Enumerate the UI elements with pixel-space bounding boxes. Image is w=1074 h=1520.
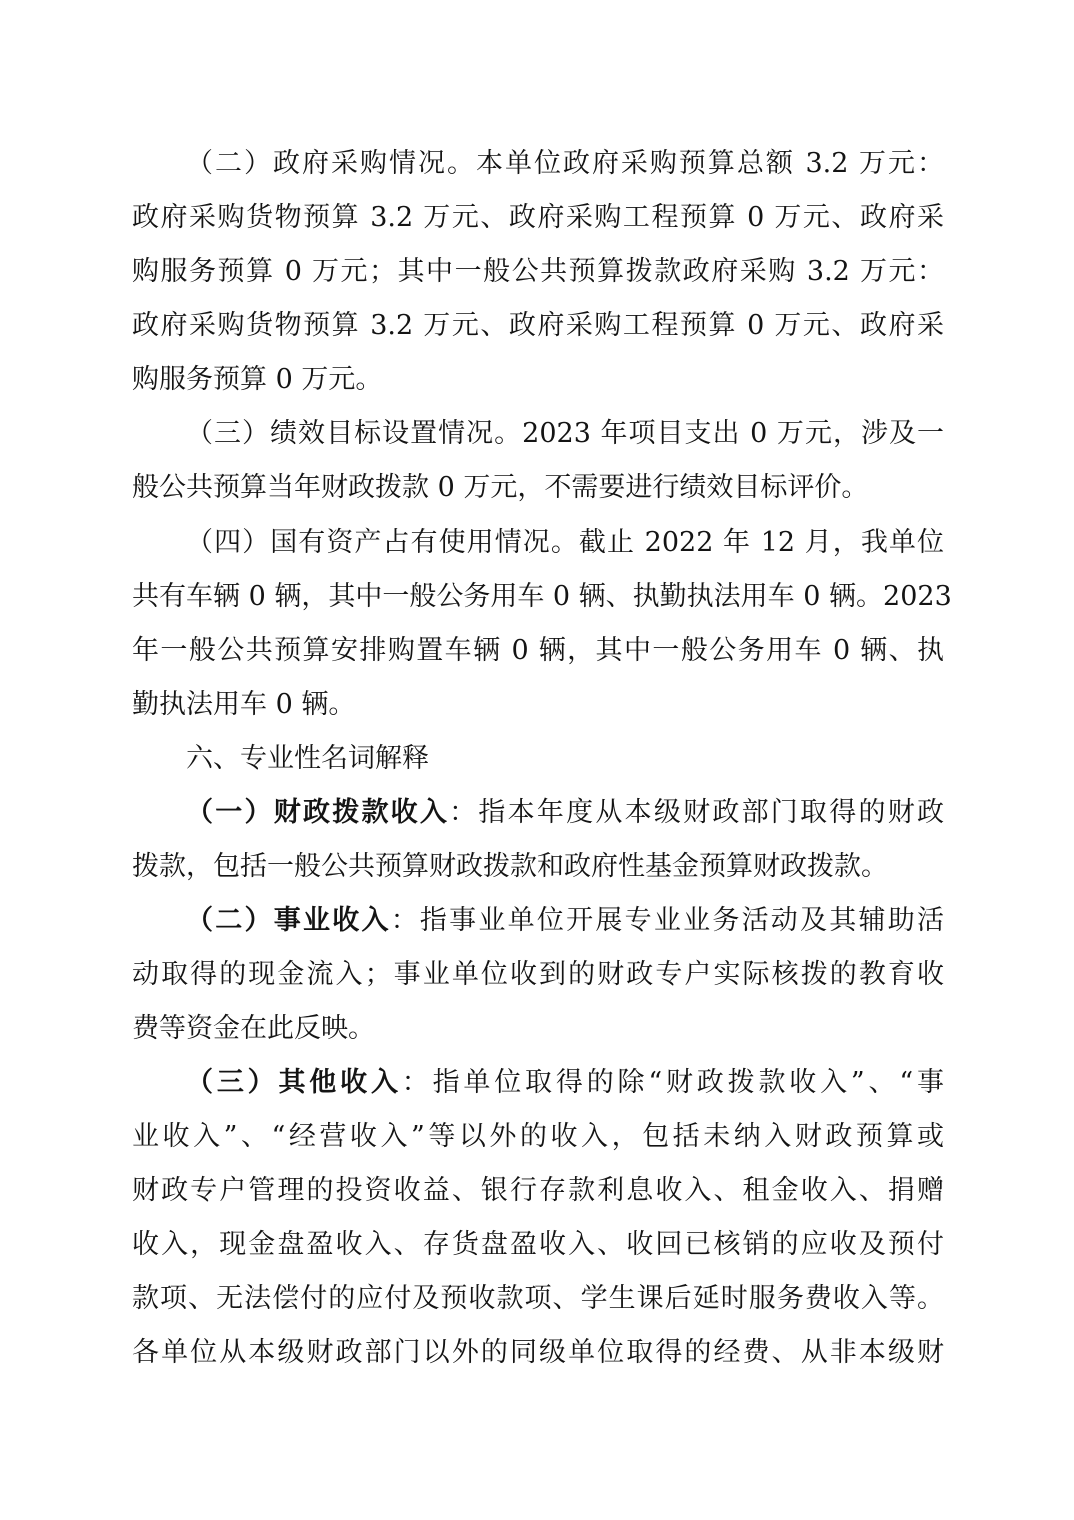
term-other-income-text: ：指单位取得的除“财政拨款收入”、“事 <box>401 1067 944 1098</box>
procurement-paragraph-line-1: （二）政府采购情况。本单位政府采购预算总额 3.2 万元： <box>186 148 944 179</box>
procurement-paragraph-line-5: 购服务预算 0 万元。 <box>132 364 383 395</box>
term-fiscal-appropriation-text: ：指本年度从本级财政部门取得的财政 <box>449 797 945 828</box>
term-business-income-title: （二）事业收入 <box>186 905 391 936</box>
procurement-paragraph-line-2: 政府采购货物预算 3.2 万元、政府采购工程预算 0 万元、政府采 <box>132 202 944 233</box>
performance-paragraph-line-1: （三）绩效目标设置情况。2023 年项目支出 0 万元，涉及一 <box>186 418 944 449</box>
term-business-income-line-1 <box>186 901 944 941</box>
assets-paragraph-line-3: 年一般公共预算安排购置车辆 0 辆，其中一般公务用车 0 辆、执 <box>132 635 944 666</box>
performance-paragraph-line-2: 般公共预算当年财政拨款 0 万元，不需要进行绩效目标评价。 <box>132 472 869 503</box>
term-business-income-line-3: 费等资金在此反映。 <box>132 1013 375 1044</box>
term-other-income-line-6: 各单位从本级财政部门以外的同级单位取得的经费、从非本级财 <box>132 1337 944 1368</box>
term-other-income-line-5: 款项、无法偿付的应付及预收款项、学生课后延时服务费收入等。 <box>132 1283 944 1314</box>
term-other-income-line-2: 业收入”、“经营收入”等以外的收入，包括未纳入财政预算或 <box>132 1121 944 1152</box>
term-other-income-line-3: 财政专户管理的投资收益、银行存款利息收入、租金收入、捐赠 <box>132 1175 944 1206</box>
term-business-income-line-2: 动取得的现金流入；事业单位收到的财政专户实际核拨的教育收 <box>132 959 944 990</box>
procurement-paragraph-line-4: 政府采购货物预算 3.2 万元、政府采购工程预算 0 万元、政府采 <box>132 310 944 341</box>
term-fiscal-appropriation-title: （一）财政拨款收入 <box>186 797 450 828</box>
term-other-income-line-1 <box>186 1063 944 1103</box>
assets-paragraph-line-2: 共有车辆 0 辆，其中一般公务用车 0 辆、执勤执法用车 0 辆。2023 <box>132 581 952 612</box>
section-heading: 六、专业性名词解释 <box>186 743 429 774</box>
term-other-income-title: （三）其他收入 <box>186 1067 402 1098</box>
term-fiscal-appropriation-line-1 <box>186 793 944 833</box>
assets-paragraph-line-4: 勤执法用车 0 辆。 <box>132 689 356 720</box>
term-other-income-line-4: 收入，现金盘盈收入、存货盘盈收入、收回已核销的应收及预付 <box>132 1229 944 1260</box>
procurement-paragraph-line-3: 购服务预算 0 万元；其中一般公共预算拨款政府采购 3.2 万元： <box>132 256 944 287</box>
assets-paragraph-line-1: （四）国有资产占有使用情况。截止 2022 年 12 月，我单位 <box>186 527 944 558</box>
term-business-income-text: ：指事业单位开展专业业务活动及其辅助活 <box>390 905 945 936</box>
term-fiscal-appropriation-line-2: 拨款，包括一般公共预算财政拨款和政府性基金预算财政拨款。 <box>132 851 888 882</box>
